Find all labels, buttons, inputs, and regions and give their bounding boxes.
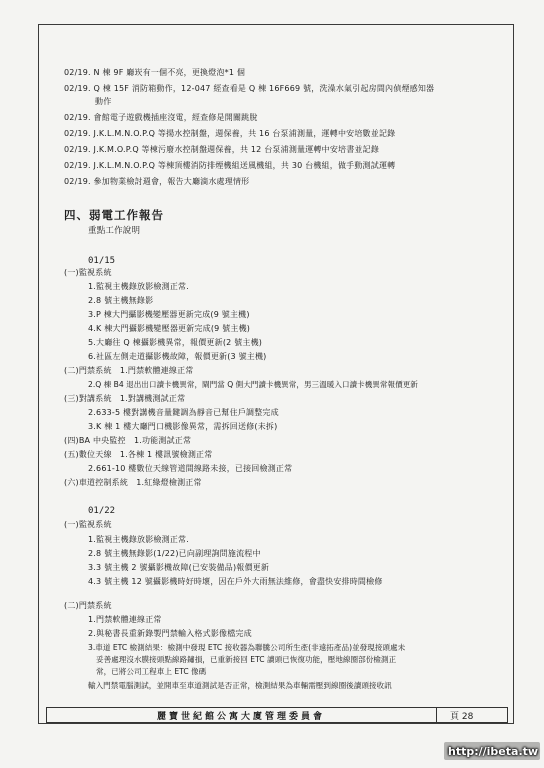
date-heading: 01/22: [88, 506, 116, 516]
item-line: 2.Q 棟 B4 退出出口讀卡機異常，閘門當 Q 側大門讀卡機異常，男三溫暖入口讀卡機異常報價更新: [88, 380, 418, 389]
category-line: (一)監視系統: [64, 520, 112, 529]
footer-title: 麗寶世紀館公寓大廈管理委員會: [156, 712, 325, 722]
log-line-continuation: 動作: [95, 97, 112, 106]
category-line: (一)監視系統: [64, 268, 112, 277]
log-line: 02/19. J.K.L.M.N.O.P.Q 等揚水控制盤，週保養，共 16 台泵浦測量，運轉中安培數並記錄: [64, 129, 396, 138]
log-line: 02/19. 會館電子遊戲機插座沒電，經查修是開關跳脫: [64, 113, 258, 122]
log-line: 02/19. Q 棟 15F 消防箱動作，12-047 經查看是 Q 棟 16F669 號，洗澡水氣引起房間內偵煙感知器: [64, 84, 435, 93]
page-number: 頁 28: [450, 712, 474, 722]
item-line: 2.633-5 樓對講機音量鍵調為靜音已幫住戶調整完成: [88, 408, 279, 417]
item-line: 4.K 棟大門攝影機變壓器更新完成(9 號主機): [88, 324, 251, 333]
item-line-continuation: 妥善處理沒水膜接頭點線路鏽損，已重新接回 ETC 讀頭已恢復功能，壓地線圈部份檢測正: [96, 655, 397, 664]
log-line: 02/19. J.K.L.M.N.O.P.Q 等棟頂樓消防排煙機組送風機組，共 30 台機組，做手動測試運轉: [64, 161, 396, 170]
item-line: 2.8 號主機無錄影: [88, 296, 154, 305]
watermark: http://ibeta.tw: [448, 745, 539, 758]
category-line: (四)BA 中央監控 1.功能測試正常: [64, 436, 192, 445]
item-line: 1.監視主機錄放影檢測正常.: [88, 282, 189, 291]
category-line: (五)數位天線 1.各棟 1 樓訊號檢測正常: [64, 450, 213, 459]
item-line: 2.661-10 樓數位天線管道間線路未接，已接回檢測正常: [88, 464, 293, 473]
category-line: (二)門禁系統: [64, 601, 112, 610]
log-line: 02/19. N 棟 9F 廳崁有一個不亮，更換燈泡*1 個: [64, 68, 246, 77]
item-line: 2.8 號主機無錄影(1/22)已向副理詢問施流程中: [88, 549, 261, 558]
item-line: 6.社區左側走道攝影機故障，報價更新(3 號主機): [88, 352, 267, 361]
date-heading: 01/15: [88, 256, 116, 266]
item-line: 3.3 號主機 2 號攝影機故障(已安裝備品)報價更新: [88, 563, 270, 572]
category-line: (三)對講系統 1.對講機測試正常: [64, 394, 186, 403]
category-line: (六)車道控制系統 1.紅綠燈檢測正常: [64, 478, 202, 487]
item-line: 3.P 棟大門攝影機變壓器更新完成(9 號主機): [88, 310, 250, 319]
category-line: (二)門禁系統 1.門禁軟體連線正常: [64, 366, 194, 375]
footer-divider: [436, 707, 437, 723]
item-line: 3.車道 ETC 檢測結果：檢測中發現 ETC 接收器為聯騰公司所生產(非遠拓產品)並發現接頭處未: [88, 643, 406, 652]
item-line: 1.門禁軟體連線正常: [88, 615, 162, 624]
item-line: 輸入門禁電腦測試，並開車至車道測試是否正常，檢測結果為車輛需壓到線圈後讀頭接收訊: [88, 681, 392, 690]
item-line: 1.監視主機錄放影檢測正常.: [88, 535, 189, 544]
log-line: 02/19. 參加物業檢討週會，報告大廳滴水處理情形: [64, 177, 250, 186]
section-heading: 四、弱電工作報告: [64, 208, 164, 222]
log-line: 02/19. J.K.M.O.P.Q 等棟污廢水控制盤週保養，共 12 台泵浦測量運轉中安培書並記錄: [64, 145, 380, 154]
item-line: 4.3 號主機 12 號攝影機時好時壞，因在戶外大雨無法維修，會盡快安排時間檢修: [88, 577, 383, 586]
item-line: 3.K 棟 1 樓大廳門口機影像異常，需拆回送修(未拆): [88, 422, 278, 431]
item-line: 5.大廳往 Q 棟攝影機異常，報價更新(2 號主機): [88, 338, 263, 347]
item-line: 2.與秘書長重新錄製門禁輸入格式影像檔完成: [88, 629, 252, 638]
subheading: 重點工作說明: [88, 226, 141, 236]
item-line-continuation: 常，已將公司工程車上 ETC 像碼: [96, 667, 207, 676]
